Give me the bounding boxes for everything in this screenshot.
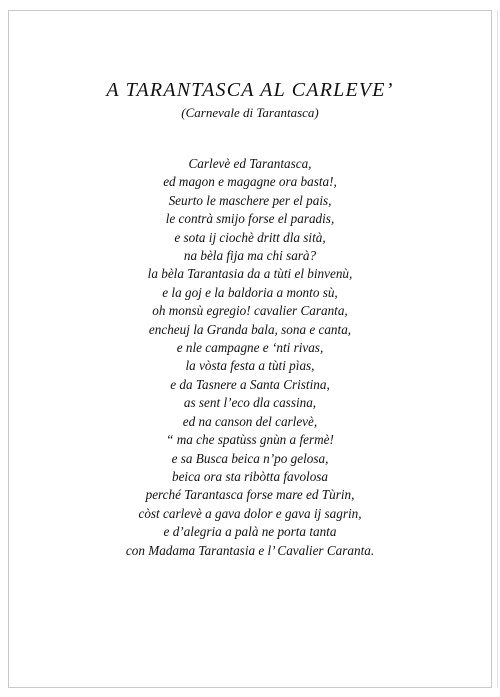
- poem-line: la vòsta festa a tùti pìas,: [185, 358, 315, 374]
- poem-line: còst carlevè a gava dolor e gava ij sagrin,: [138, 505, 362, 521]
- poem-line: e la goj e la baldoria a monto sù,: [162, 284, 338, 300]
- poem-line: beica ora sta ribòtta favolosa: [171, 468, 329, 484]
- poem-line: encheuj la Granda bala, sona e canta,: [148, 321, 352, 337]
- poem-line: oh monsù egregio! cavalier Caranta,: [152, 303, 348, 319]
- page-edge: [497, 10, 498, 688]
- poem-line: ed magon e magagne ora basta!,: [163, 174, 337, 190]
- poem-title: A TARANTASCA AL CARLEVE’: [106, 79, 394, 101]
- poem-line: e da Tasnere a Santa Cristina,: [170, 376, 330, 392]
- poem-line: Seurto le maschere per el pais,: [168, 192, 332, 208]
- poem-line: le contrà smijo forse el paradis,: [165, 211, 335, 227]
- poem-body: [9, 155, 491, 560]
- poem-line: e sota ij ciochè dritt dla sità,: [174, 229, 326, 245]
- poem-line: e d’alegria a palà ne porta tanta: [163, 524, 337, 540]
- poem-line: ed na canson del carlevè,: [182, 413, 318, 429]
- poem-line: e nle campagne e ‘nti rivas,: [176, 340, 324, 356]
- poem-line: na bèla fija ma chi sarà?: [183, 248, 317, 264]
- poem-line: perché Tarantasca forse mare ed Tùrin,: [145, 487, 355, 503]
- poem-line: e sa Busca beica n’po gelosa,: [171, 450, 329, 466]
- poem-line: as sent l’eco dla cassina,: [183, 395, 317, 411]
- poem-line: la bèla Tarantasia da a tùti el binvenù,: [147, 266, 353, 282]
- poem-line: Carlevè ed Tarantasca,: [188, 156, 312, 171]
- poem-line: “ ma che spatùss gnùn a fermè!: [166, 432, 334, 448]
- document-page: [8, 10, 492, 688]
- poem-subtitle: (Carnevale di Tarantasca): [181, 105, 319, 120]
- poem-line: con Madama Tarantasia e l’ Cavalier Caranta.: [125, 542, 375, 558]
